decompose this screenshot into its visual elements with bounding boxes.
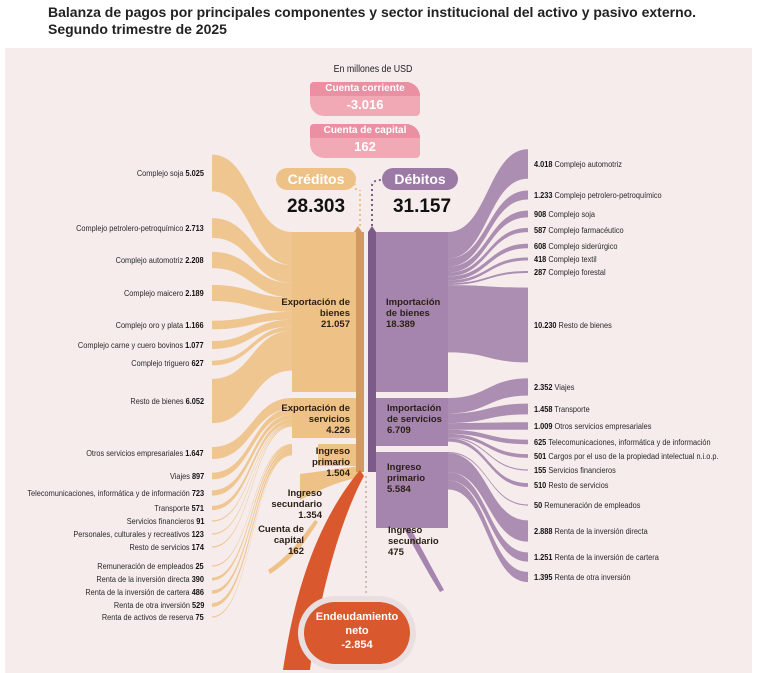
- debitos-total: 31.157: [392, 196, 452, 217]
- item-name: Complejo carne y cuero bovinos: [78, 341, 186, 350]
- item-name: Complejo forestal: [546, 268, 606, 277]
- node-value: 5.584: [387, 484, 411, 495]
- item-value: 1.077: [185, 341, 204, 350]
- item-name: Renta de la inversión directa: [552, 527, 648, 536]
- credit-item-label: [96, 575, 204, 585]
- credit-item-label: [116, 256, 204, 266]
- endeudamiento-value: -2.854: [341, 639, 373, 651]
- item-value: 486: [191, 588, 204, 597]
- item-name: Renta de la inversión directa: [96, 575, 192, 584]
- node-line: bienes: [319, 308, 350, 319]
- item-value: 2.189: [185, 289, 204, 298]
- item-value: 174: [191, 543, 204, 552]
- creditos-total: 28.303: [286, 196, 346, 217]
- credit-item-label: [170, 472, 204, 482]
- node-ingreso-secundario-debito: [388, 525, 458, 558]
- debit-item-label: [534, 466, 616, 476]
- cuenta-capital-label: Cuenta de capital: [310, 124, 420, 138]
- node-exportacion-bienes: [270, 297, 350, 330]
- debit-item-label: [534, 405, 590, 415]
- node-importacion-servicios: [387, 403, 467, 436]
- item-name: Otros servicios empresariales: [86, 449, 186, 458]
- node-ingreso-primario-debito: [387, 462, 457, 495]
- debitos-badge: Débitos: [382, 168, 458, 190]
- item-name: Resto de bienes: [556, 321, 612, 330]
- item-name: Resto de servicios: [546, 481, 609, 490]
- item-name: Servicios financieros: [546, 466, 616, 475]
- node-line: Ingreso: [388, 525, 423, 536]
- node-line: Ingreso: [387, 462, 422, 473]
- item-value: 2.352: [534, 383, 553, 392]
- node-value: 1.504: [326, 468, 350, 479]
- item-value: 571: [191, 504, 204, 513]
- item-name: Transporte: [154, 504, 192, 513]
- debit-arrow: [368, 226, 376, 232]
- item-value: 723: [191, 489, 204, 498]
- item-value: 2.888: [534, 527, 553, 536]
- cuenta-corriente-label: Cuenta corriente: [310, 82, 420, 96]
- item-name: Remuneración de empleados: [97, 562, 196, 571]
- credit-item-label: [124, 289, 204, 299]
- debit-item-label: [534, 383, 574, 393]
- item-name: Complejo soja: [546, 210, 595, 219]
- item-value: 123: [191, 530, 204, 539]
- credit-item-label: [76, 224, 204, 234]
- debit-item-label: [534, 160, 622, 170]
- debit-item-label: [534, 210, 595, 220]
- item-name: Renta de activos de reserva: [102, 613, 196, 622]
- debit-item-label: [534, 481, 608, 491]
- item-value: 91: [195, 517, 204, 526]
- credit-item-label: [114, 601, 204, 611]
- item-name: Viajes: [552, 383, 575, 392]
- node-importacion-bienes: [386, 297, 466, 330]
- item-name: Telecomunicaciones, informática y de información: [546, 438, 711, 447]
- item-value: 587: [534, 226, 547, 235]
- credit-item-label: [130, 397, 204, 407]
- node-line: Ingreso: [315, 446, 350, 457]
- item-name: Complejo siderúrgico: [546, 242, 618, 251]
- node-value: 18.389: [386, 319, 416, 330]
- debit-item-label: [534, 242, 617, 252]
- debit-item-label: [534, 527, 648, 537]
- credit-item-label: [78, 341, 204, 351]
- debit-item-label: [534, 321, 612, 331]
- node-value: 21.057: [320, 319, 350, 330]
- item-value: 510: [534, 481, 547, 490]
- node-value: 6.709: [387, 425, 411, 436]
- item-value: 75: [195, 613, 204, 622]
- item-name: Telecomunicaciones, informática y de información: [27, 489, 192, 498]
- node-exportacion-servicios: [270, 403, 350, 436]
- node-line: primario: [387, 473, 426, 484]
- item-value: 5.025: [185, 169, 204, 178]
- debit-item-label: [534, 501, 640, 511]
- center-bar-credits: [356, 232, 364, 472]
- debit-item-label: [534, 191, 662, 201]
- item-name: Renta de la inversión de cartera: [85, 588, 192, 597]
- item-value: 25: [195, 562, 204, 571]
- item-value: 1.233: [534, 191, 553, 200]
- item-name: Resto de servicios: [129, 543, 192, 552]
- cuenta-corriente-value: -3.016: [346, 97, 384, 112]
- credit-item-label: [116, 321, 204, 331]
- item-name: Renta de otra inversión: [113, 601, 192, 610]
- node-line: Importación: [387, 403, 442, 414]
- credit-item-label: [27, 489, 204, 499]
- item-name: Complejo farmacéutico: [546, 226, 624, 235]
- item-name: Complejo automotriz: [116, 256, 186, 265]
- item-value: 1.458: [534, 405, 553, 414]
- item-value: 4.018: [534, 160, 553, 169]
- node-line: Exportación de: [281, 403, 350, 414]
- node-line: primario: [311, 457, 350, 468]
- node-line: Cuenta de: [258, 524, 304, 535]
- credit-item-label: [137, 169, 204, 179]
- debit-item-label: [534, 452, 719, 462]
- item-value: 2.208: [185, 256, 204, 265]
- credit-item-label: [98, 562, 204, 572]
- item-name: Complejo oro y plata: [116, 321, 186, 330]
- item-name: Personales, culturales y recreativos: [73, 530, 192, 539]
- item-value: 287: [534, 268, 547, 277]
- debit-item-label: [534, 226, 624, 236]
- item-name: Complejo soja: [136, 169, 186, 178]
- item-name: Servicios financieros: [126, 517, 196, 526]
- item-value: 529: [191, 601, 204, 610]
- node-cuenta-capital: [252, 524, 304, 557]
- title-line-1: Balanza de pagos por principales componentes y sector institucional del activo y pasivo externo.: [48, 4, 697, 20]
- item-value: 501: [534, 452, 547, 461]
- item-value: 50: [534, 501, 543, 510]
- item-name: Complejo triguero: [131, 359, 192, 368]
- node-ingreso-primario-credito: [280, 446, 350, 479]
- credit-arrow: [354, 226, 362, 232]
- title-line-2: Segundo trimestre de 2025: [48, 21, 227, 37]
- item-value: 6.052: [185, 397, 204, 406]
- node-line: servicios: [308, 414, 350, 425]
- endeudamiento-neto-bubble: [304, 602, 410, 664]
- item-name: Viajes: [169, 472, 192, 481]
- cuenta-capital-box: [310, 124, 420, 158]
- node-value: 475: [388, 547, 404, 558]
- debit-item-label: [534, 573, 631, 583]
- item-value: 2.713: [185, 224, 204, 233]
- cuenta-corriente-box: [310, 82, 420, 116]
- item-value: 1.251: [534, 553, 553, 562]
- item-value: 1.395: [534, 573, 553, 582]
- node-line: Exportación de: [281, 297, 350, 308]
- debit-item-label: [534, 255, 597, 265]
- credit-item-label: [130, 543, 204, 553]
- debit-connector: [372, 180, 382, 226]
- item-name: Complejo textil: [546, 255, 597, 264]
- node-ingreso-secundario-credito: [262, 488, 322, 521]
- item-value: 897: [191, 472, 204, 481]
- item-value: 627: [191, 359, 204, 368]
- debit-item-label: [534, 438, 711, 448]
- credit-item-label: [126, 517, 204, 527]
- node-line: Ingreso: [287, 488, 322, 499]
- credit-item-label: [73, 530, 204, 540]
- credit-item-label: [85, 588, 204, 598]
- item-name: Complejo petrolero-petroquímico: [76, 224, 186, 233]
- creditos-badge: Créditos: [276, 168, 356, 190]
- item-value: 1.009: [534, 422, 553, 431]
- item-name: Resto de bienes: [130, 397, 186, 406]
- item-name: Complejo petrolero-petroquímico: [552, 191, 662, 200]
- node-line: secundario: [271, 499, 322, 510]
- center-bar-debits: [368, 232, 376, 472]
- item-name: Renta de otra inversión: [552, 573, 631, 582]
- credit-item-label: [154, 504, 204, 514]
- item-value: 1.647: [185, 449, 204, 458]
- node-line: secundario: [388, 536, 439, 547]
- item-value: 625: [534, 438, 547, 447]
- item-value: 155: [534, 466, 547, 475]
- debit-item-label: [534, 553, 659, 563]
- credit-item-label: [87, 449, 204, 459]
- item-name: Renta de la inversión de cartera: [552, 553, 659, 562]
- node-line: de bienes: [386, 308, 430, 319]
- item-value: 418: [534, 255, 547, 264]
- item-name: Remuneración de empleados: [542, 501, 641, 510]
- node-value: 1.354: [298, 510, 322, 521]
- node-line: de servicios: [387, 414, 442, 425]
- item-name: Complejo automotriz: [552, 160, 622, 169]
- node-line: capital: [273, 535, 304, 546]
- item-name: Cargos por el uso de la propiedad intelectual n.i.o.p.: [546, 452, 719, 461]
- node-line: Importación: [386, 297, 441, 308]
- credit-item-label: [132, 359, 204, 369]
- cuenta-capital-value: 162: [354, 139, 376, 154]
- item-name: Transporte: [552, 405, 590, 414]
- node-value: 4.226: [326, 425, 350, 436]
- credit-item-label: [102, 613, 204, 623]
- item-value: 10.230: [534, 321, 557, 330]
- node-value: 162: [288, 546, 304, 557]
- debit-item-label: [534, 268, 606, 278]
- item-value: 390: [191, 575, 204, 584]
- endeudamiento-line2: neto: [345, 625, 369, 637]
- item-value: 1.166: [185, 321, 204, 330]
- debit-item-label: [534, 422, 651, 432]
- item-value: 608: [534, 242, 547, 251]
- item-name: Otros servicios empresariales: [552, 422, 652, 431]
- item-value: 908: [534, 210, 547, 219]
- endeudamiento-line1: Endeudamiento: [315, 611, 399, 623]
- item-name: Complejo maicero: [124, 289, 186, 298]
- units-label: En millones de USD: [333, 64, 413, 75]
